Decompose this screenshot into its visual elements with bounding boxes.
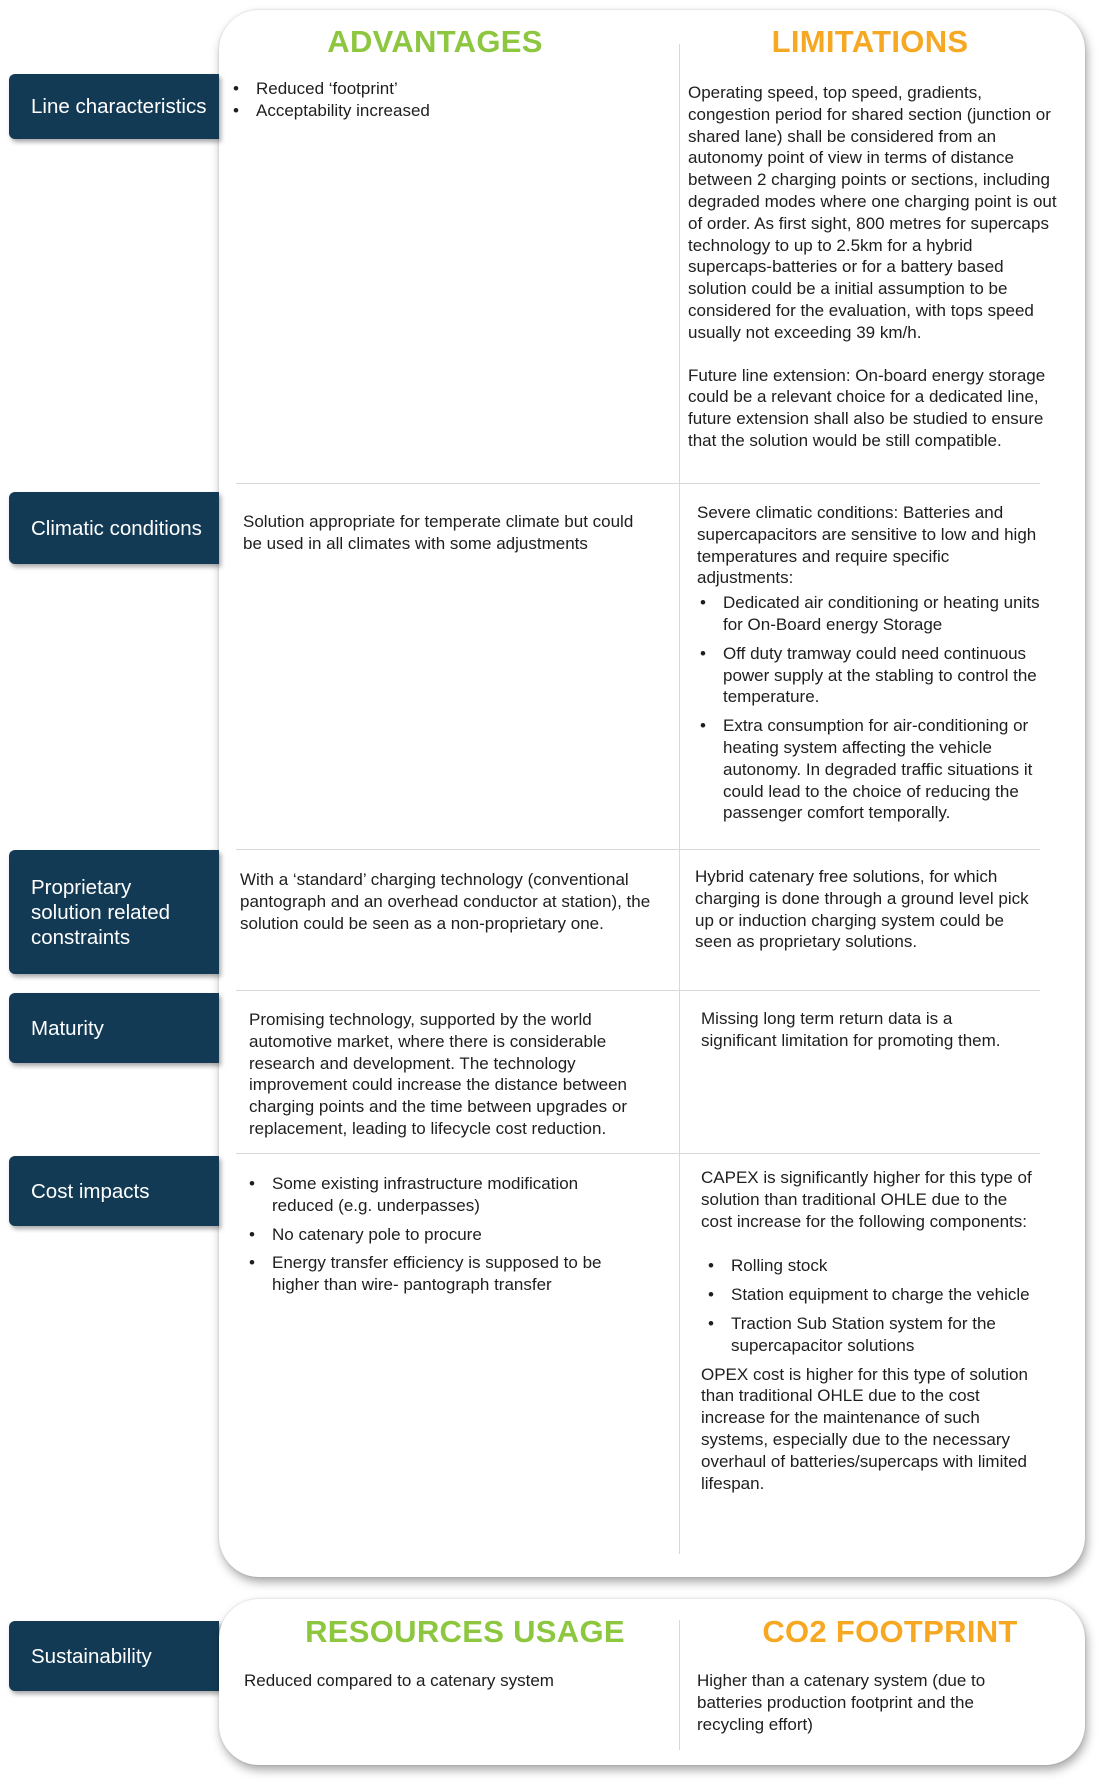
row-label-line-characteristics: Line characteristics bbox=[9, 74, 219, 139]
list-item: • Acceptability increased bbox=[230, 100, 650, 122]
row-label-climatic-conditions: Climatic conditions bbox=[9, 492, 219, 564]
climatic-limitations: Severe climatic conditions: Batteries and supercapacitors are sensitive to low and high temperatures and require specific adjustments: • Dedicated air conditioning or heating units for On-Board energy Storage • Off duty tramway could need continuous power supply at the stabling to control the temperature. • Extra consumption for air-conditioning or heating system affecting the vehicle autonomy. In degraded traffic situations it could lead to the choice of reducing the passenger comfort temporally. bbox=[697, 502, 1047, 831]
row-divider bbox=[236, 849, 1040, 850]
maturity-limitations: Missing long term return data is a significant limitation for promoting them. bbox=[701, 1009, 1001, 1050]
list-item: • Reduced ‘footprint’ bbox=[230, 78, 650, 100]
climatic-advantages: Solution appropriate for temperate climate but could be used in all climates with some adjustments bbox=[243, 512, 634, 553]
proprietary-advantages: With a ‘standard’ charging technology (conventional pantograph and an overhead conductor at station), the solution could be seen as a non-proprietary one. bbox=[240, 870, 651, 933]
list-item: • Station equipment to charge the vehicle bbox=[705, 1284, 1041, 1306]
list-item: • Dedicated air conditioning or heating units for On-Board energy Storage bbox=[697, 592, 1047, 636]
row-label-maturity: Maturity bbox=[9, 993, 219, 1063]
co2-footprint-text: Higher than a catenary system (due to batteries production footprint and the recycling effort) bbox=[697, 1671, 986, 1734]
list-item: • Off duty tramway could need continuous power supply at the stabling to control the temperature. bbox=[697, 643, 1047, 708]
list-item: • Rolling stock bbox=[705, 1255, 1041, 1277]
line-limitations: Operating speed, top speed, gradients, congestion period for shared section (junction or shared lane) shall be considered from an autonomy point of view in terms of distance between 2 charging points or sections, including degraded modes where one charging point is out of order. As first sight, 800 metres for supercaps technology to up to 2.5km for a hybrid supercaps-batteries or for a battery based solution could be a initial assumption to be considered for the evaluation, with tops speed usually not exceeding 39 km/h. Future line extension: On-board energy storage could be a relevant choice for a dedicated line, future extension shall also be studied to ensure that the solution would be still compatible. bbox=[688, 83, 1057, 450]
limitations-header: LIMITATIONS bbox=[771, 24, 969, 59]
cost-advantages bbox=[246, 1173, 638, 1303]
list-item: • Some existing infrastructure modification reduced (e.g. underpasses) bbox=[246, 1173, 638, 1217]
line-advantages bbox=[230, 78, 650, 122]
co2-footprint-header: CO2 FOOTPRINT bbox=[762, 1614, 1018, 1649]
row-divider bbox=[236, 990, 1040, 991]
row-label-proprietary-constraints: Proprietary solution related constraints bbox=[9, 850, 219, 974]
row-divider bbox=[236, 1153, 1040, 1154]
cost-limitations: CAPEX is significantly higher for this type of solution than traditional OHLE due to the cost increase for the following components: • Rolling stock • Station equipment to charge the vehicle • Traction Sub Station system for the supercapacitor solutions OPEX cost is higher for this type of solution than traditional OHLE due to the cost increase for the maintenance of such systems, especially due to the necessary overhaul of batteries/supercaps with limited lifespan. bbox=[701, 1167, 1041, 1494]
row-label-cost-impacts: Cost impacts bbox=[9, 1156, 219, 1226]
list-item: • No catenary pole to procure bbox=[246, 1224, 638, 1246]
advantages-header: ADVANTAGES bbox=[327, 24, 543, 59]
row-label-sustainability: Sustainability bbox=[9, 1621, 219, 1691]
resources-usage-text: Reduced compared to a catenary system bbox=[244, 1671, 554, 1690]
list-item: • Extra consumption for air-conditioning or heating system affecting the vehicle autonomy. In degraded traffic situations it could lead to the choice of reducing the passenger comfort temporally. bbox=[697, 715, 1047, 824]
column-divider bbox=[679, 1620, 680, 1750]
row-divider bbox=[236, 483, 1040, 484]
list-item: • Energy transfer efficiency is supposed to be higher than wire- pantograph transfer bbox=[246, 1252, 638, 1296]
list-item: • Traction Sub Station system for the supercapacitor solutions bbox=[705, 1313, 1041, 1357]
resources-usage-header: RESOURCES USAGE bbox=[305, 1614, 625, 1649]
column-divider bbox=[679, 44, 680, 1554]
maturity-advantages: Promising technology, supported by the world automotive market, where there is considerable research and development. The technology improvement could increase the distance between charging points and the time between upgrades or replacement, leading to lifecycle cost reduction. bbox=[249, 1010, 628, 1138]
proprietary-limitations: Hybrid catenary free solutions, for which charging is done through a ground level pick up or induction charging system could be seen as proprietary solutions. bbox=[695, 867, 1029, 952]
